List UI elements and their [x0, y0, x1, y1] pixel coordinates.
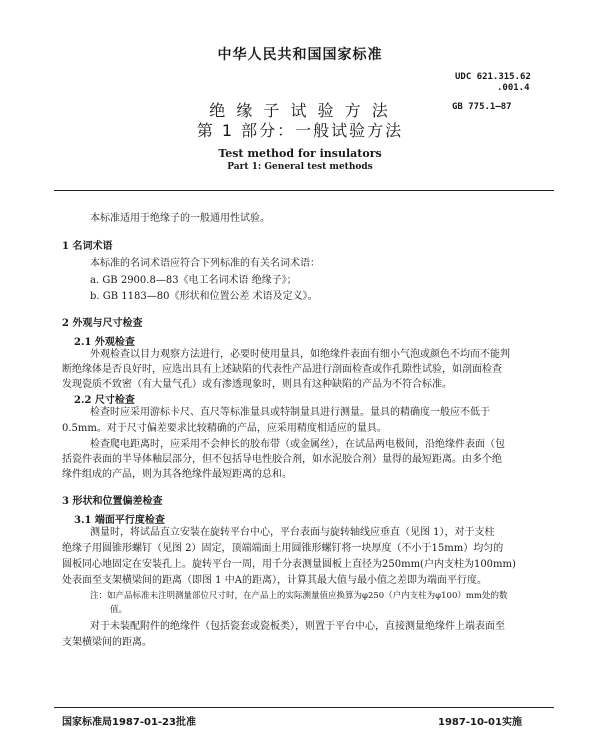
udc-code-suffix: .001.4 [497, 83, 530, 93]
udc-code: UDC 621.315.62 [455, 72, 531, 82]
section-2-2-line: 括瓷件表面的半导体釉层部分，但不包括导电性胶合剂，如水泥胶合剂）量得的最短距离。由多个绝 [62, 454, 502, 465]
section-3-1-line: 测量时，将试品直立安装在旋转平台中心，平台表面与旋转轴线应垂直（见图 1），对于支柱 [90, 527, 495, 538]
section-2-1-line: 断绝缘体是否良好时，应选出具有上述缺陷的代表性产品进行剖面检查或作孔隙性试验，如剖面检查 [62, 364, 502, 375]
section-2-1-line: 外观检查以目力观察方法进行，必要时使用量具，如绝缘件表面有细小气泡或颜色不均而不能判 [90, 349, 510, 360]
footer-divider [54, 707, 554, 708]
section-3-1-line: 圆板同心地固定在安装孔上。旋转平台一周，用千分表测量圆板上直径为250mm(户内支柱为100mm) [62, 559, 516, 570]
section-2-1-line: 发现瓷质不致密（有大量气孔）或有渗透现象时，则具有这种缺陷的产品为不符合标准。 [62, 379, 452, 390]
section-3-1-line: 支架横梁间的距离。 [62, 637, 152, 648]
header-divider [54, 190, 554, 191]
approval-date: 国家标准局1987-01-23批准 [62, 717, 196, 728]
note-line: 值。 [110, 605, 128, 615]
section-3-1-heading: 3.1 端面平行度检查 [74, 515, 165, 526]
section-1-item-b: b. GB 1183—80《形状和位置公差 术语及定义》。 [90, 291, 318, 302]
document-title: 绝 缘 子 试 验 方 法 [209, 101, 391, 120]
note-line: 注：如产品标准未注明测量部位尺寸时，在产品上的实际测量值应换算为φ250（户内支柱为φ100）mm处的数 [90, 591, 508, 601]
country-standard-heading: 中华人民共和国国家标准 [217, 47, 383, 63]
section-2-2-line: 0.5mm。对于尺寸偏差要求比较精确的产品，应采用精度相适应的量具。 [62, 423, 387, 434]
section-2-2-line: 检查爬电距离时，应采用不会伸长的胶布带（或金属丝），在试品两电极间，沿绝缘件表面（包 [90, 439, 505, 450]
section-2-2-heading: 2.2 尺寸检查 [74, 395, 135, 406]
section-2-heading: 2 外观与尺寸检查 [62, 318, 143, 329]
section-3-heading: 3 形状和位置偏差检查 [62, 496, 163, 507]
section-1-item-a: a. GB 2900.8—83《电工名词术语 绝缘子》； [90, 275, 297, 286]
english-subtitle: Part 1: General test methods [227, 162, 373, 172]
document-subtitle: 第 1 部分：一般试验方法 [196, 121, 404, 140]
english-title: Test method for insulators [218, 147, 382, 160]
section-3-1-line: 对于未装配附件的绝缘件（包括瓷套或瓷板类），则置于平台中心，直接测量绝缘件上端表面至 [90, 621, 505, 632]
section-2-1-heading: 2.1 外观检查 [74, 337, 135, 348]
implementation-date: 1987-10-01实施 [438, 717, 522, 728]
gb-standard-number: GB 775.1—87 [452, 102, 512, 112]
section-2-2-line: 检查时应采用游标卡尺、直尺等标准量具或特制量具进行测量。量具的精确度一般应不低于 [90, 407, 490, 418]
section-3-1-line: 绝缘子用圆锥形螺钉（见图 2）固定，顶端端面上用圆锥形螺钉将一块厚度（不小于15mm）均匀的 [62, 543, 504, 554]
section-2-2-line: 缘件组成的产品，则为其各绝缘件最短距离的总和。 [62, 469, 292, 480]
section-1-paragraph: 本标准的名词术语应符合下列标准的有关名词术语： [90, 258, 320, 269]
section-1-heading: 1 名词术语 [62, 241, 113, 252]
section-3-1-line: 处表面至支架横梁间的距离（即图 1 中A的距离），计算其最大值与最小值之差即为端面平行度。 [62, 575, 487, 586]
intro-paragraph: 本标准适用于绝缘子的一般通用性试验。 [90, 213, 270, 224]
